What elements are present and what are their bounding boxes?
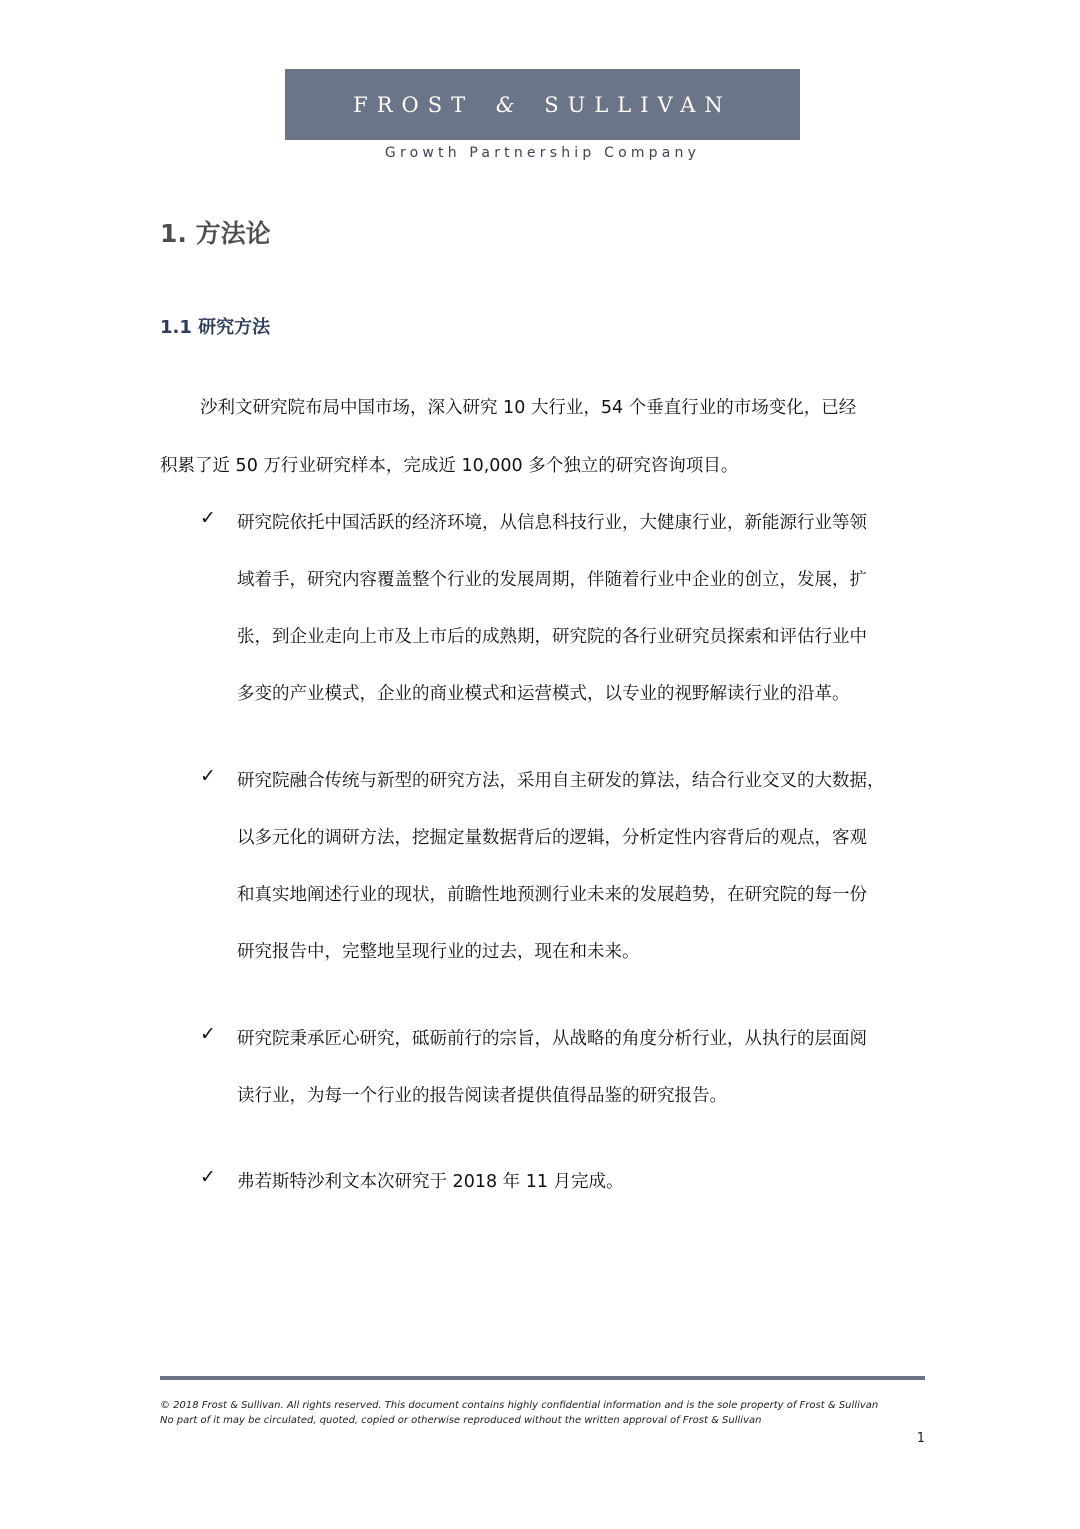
intro-line-1: 沙利文研究院布局中国市场，深入研究 10 大行业，54 个垂直行业的市场变化，已经 [200,398,857,418]
footer-divider [160,1376,925,1380]
bullet-3-line-1: 研究院秉承匠心研究，砥砺前行的宗旨，从战略的角度分析行业，从执行的层面阅 [237,1029,867,1049]
checkmark-icon: ✓ [200,507,216,529]
checkmark-icon: ✓ [200,765,216,787]
page-number: 1 [916,1431,925,1446]
brand-ampersand: & [495,92,515,117]
bullet-1-line-4: 多变的产业模式，企业的商业模式和运营模式，以专业的视野解读行业的沿革。 [237,684,850,704]
checkmark-icon: ✓ [200,1166,216,1188]
intro-line-2: 积累了近 50 万行业研究样本，完成近 10,000 多个独立的研究咨询项目。 [160,456,739,476]
reproduction-notice: No part of it may be circulated, quoted, copied or otherwise reproduced without the written approval of Frost & Sullivan [160,1415,762,1426]
subsection-title: 1.1 研究方法 [160,317,271,338]
brand-tagline: Growth Partnership Company [384,145,701,161]
bullet-4-line-1: 弗若斯特沙利文本次研究于 2018 年 11 月完成。 [237,1172,624,1192]
bullet-1-line-1: 研究院依托中国活跃的经济环境，从信息科技行业，大健康行业，新能源行业等领 [237,513,867,533]
bullet-1-line-2: 域着手，研究内容覆盖整个行业的发展周期，伴随着行业中企业的创立，发展，扩 [237,570,867,590]
bullet-2-line-4: 研究报告中，完整地呈现行业的过去，现在和未来。 [237,942,640,962]
brand-wordmark [353,93,732,117]
copyright-notice: © 2018 Frost & Sullivan. All rights reserved. This document contains highly confidential information and is the sole property of Frost & Sullivan [160,1400,879,1411]
brand-name-left: FROST [353,92,475,117]
bullet-2-line-1: 研究院融合传统与新型的研究方法，采用自主研发的算法，结合行业交叉的大数据， [237,771,885,791]
brand-logo [285,69,800,140]
checkmark-icon: ✓ [200,1023,216,1045]
bullet-3-line-2: 读行业，为每一个行业的报告阅读者提供值得品鉴的研究报告。 [237,1086,727,1106]
bullet-2-line-2: 以多元化的调研方法，挖掘定量数据背后的逻辑，分析定性内容背后的观点，客观 [237,828,867,848]
brand-name-right: SULLIVAN [544,92,732,117]
bullet-1-line-3: 张，到企业走向上市及上市后的成熟期，研究院的各行业研究员探索和评估行业中 [237,627,867,647]
section-title: 1. 方法论 [160,219,271,248]
bullet-2-line-3: 和真实地阐述行业的现状，前瞻性地预测行业未来的发展趋势，在研究院的每一份 [237,885,867,905]
